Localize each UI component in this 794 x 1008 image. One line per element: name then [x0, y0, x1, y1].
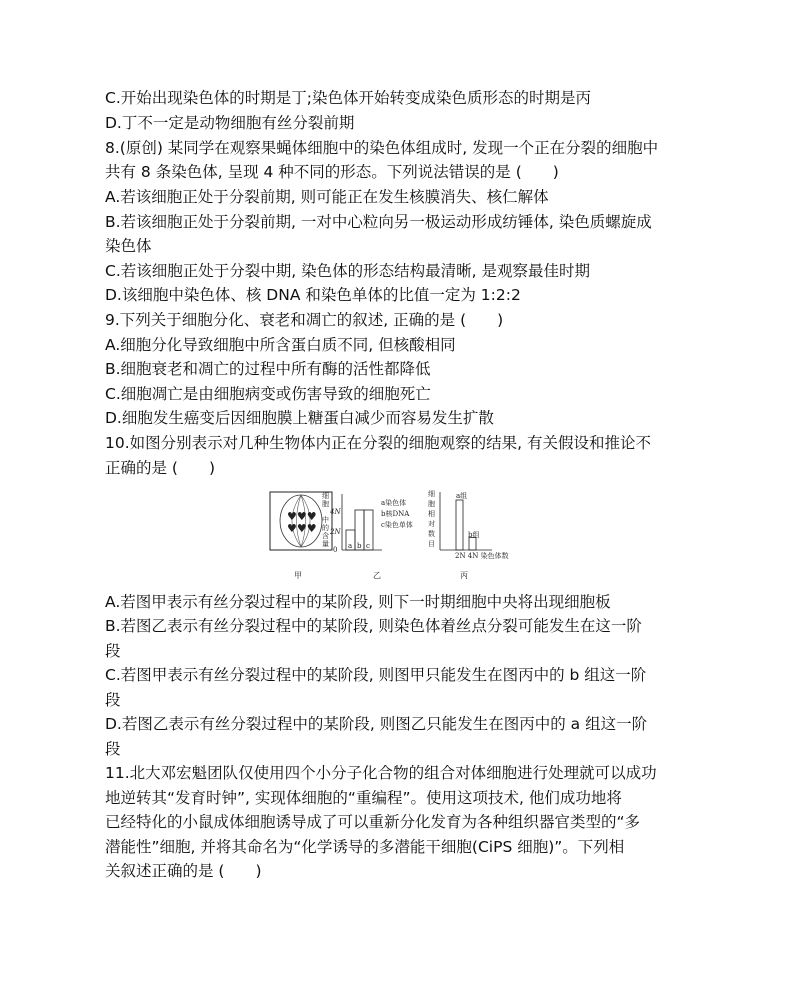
yi-tick-4n: 4N	[330, 508, 341, 516]
q8-option-b: B.若该细胞正处于分裂前期, 一对中心粒向另一极运动形成纺锤体, 染色质螺旋成	[105, 213, 652, 231]
panel-label-jia: 甲	[294, 571, 302, 580]
q8-option-a: A.若该细胞正处于分裂前期, 则可能正在发生核膜消失、核仁解体	[105, 188, 549, 206]
svg-text:胞: 胞	[322, 500, 329, 508]
q8-option-b-cont: 染色体	[105, 237, 152, 255]
q10-option-b: B.若图乙表示有丝分裂过程中的某阶段, 则染色体着丝点分裂可能发生在这一阶	[105, 617, 642, 635]
question-11-stem-2: 地逆转其“发育时钟”, 实现体细胞的“重编程”。使用这项技术, 他们成功地将	[105, 789, 622, 807]
question-11-stem: 11.北大邓宏魁团队仅使用四个小分子化合物的组合对体细胞进行处理就可以成功	[105, 764, 657, 782]
bing-group-label-b: b组	[468, 531, 480, 539]
svg-text:细: 细	[322, 492, 329, 500]
q8-option-d: D.该细胞中染色体、核 DNA 和染色单体的比值一定为 1:2:2	[105, 286, 521, 304]
question-8-stem-cont: 共有 8 条染色体, 呈现 4 种不同的形态。下列说法错误的是 ( )	[105, 163, 559, 181]
q8-option-c: C.若该细胞正处于分裂中期, 染色体的形态结构最清晰, 是观察最佳时期	[105, 262, 590, 280]
question-11-stem-4: 潜能性”细胞, 并将其命名为“化学诱导的多潜能干细胞(CiPS 细胞)”。下列相	[105, 838, 625, 856]
question-11-stem-3: 已经特化的小鼠成体细胞诱导成了可以重新分化发育为各种组织器官类型的“多	[105, 813, 641, 831]
q9-option-b: B.细胞衰老和凋亡的过程中所有酶的活性都降低	[105, 360, 431, 378]
yi-tick-0: 0	[333, 546, 338, 554]
svg-text:含: 含	[322, 532, 329, 540]
yi-tick-2n: 2N	[330, 528, 341, 536]
svg-text:相: 相	[428, 510, 435, 518]
yi-legend-b: b核DNA	[381, 510, 410, 518]
question-10-stem-cont: 正确的是 ( )	[105, 459, 216, 477]
chromosome-group-top-icon: ♥♥♥	[287, 510, 317, 523]
yi-legend-a: a染色体	[381, 499, 407, 507]
bing-bar-b	[469, 538, 476, 551]
figure-yi-chart	[322, 492, 413, 554]
bing-ylabel	[428, 490, 435, 548]
yi-bar-label-c: c	[366, 542, 370, 550]
question-11-stem-5: 关叙述正确的是 ( )	[105, 862, 262, 880]
svg-text:中: 中	[322, 516, 329, 524]
option-8c-prev: C.开始出现染色体的时期是丁;染色体开始转变成染色质形态的时期是丙	[105, 89, 591, 107]
yi-bar-label-b: b	[357, 542, 362, 550]
svg-text:对: 对	[428, 520, 435, 528]
svg-text:数: 数	[428, 530, 435, 538]
yi-legend-c: c染色单体	[381, 521, 413, 529]
yi-ylabel	[322, 492, 329, 548]
bing-group-label-a: a组	[456, 492, 468, 500]
bing-xlabel: 2N 4N 染色体数	[455, 552, 509, 560]
figure-bing-chart	[428, 490, 509, 560]
q10-option-a: A.若图甲表示有丝分裂过程中的某阶段, 则下一时期细胞中央将出现细胞板	[105, 593, 611, 611]
svg-text:细: 细	[428, 490, 435, 498]
yi-bar-label-a: a	[348, 542, 353, 550]
panel-label-bing: 丙	[460, 571, 468, 580]
q9-option-c: C.细胞凋亡是由细胞病变或伤害导致的细胞死亡	[105, 385, 431, 403]
question-9-stem: 9.下列关于细胞分化、衰老和凋亡的叙述, 正确的是 ( )	[105, 311, 504, 329]
q9-option-d: D.细胞发生癌变后因细胞膜上糖蛋白减少而容易发生扩散	[105, 409, 494, 427]
q9-option-a: A.细胞分化导致细胞中所含蛋白质不同, 但核酸相同	[105, 336, 456, 354]
svg-text:的: 的	[322, 524, 329, 532]
svg-text:胞: 胞	[428, 500, 435, 508]
question-8-stem: 8.(原创) 某同学在观察果蝇体细胞中的染色体组成时, 发现一个正在分裂的细胞中	[105, 139, 659, 157]
q10-option-d-cont: 段	[105, 740, 121, 758]
option-8d-prev: D.丁不一定是动物细胞有丝分裂前期	[105, 114, 355, 132]
bing-bar-a	[456, 500, 463, 550]
svg-text:量: 量	[322, 540, 329, 548]
q10-option-c: C.若图甲表示有丝分裂过程中的某阶段, 则图甲只能发生在图丙中的 b 组这一阶	[105, 666, 647, 684]
question-10-figure	[260, 488, 540, 580]
question-10-stem: 10.如图分别表示对几种生物体内正在分裂的细胞观察的结果, 有关假设和推论不	[105, 434, 652, 452]
q10-option-b-cont: 段	[105, 642, 121, 660]
chromosome-group-bottom-icon: ♥♥♥	[287, 522, 317, 535]
q10-option-c-cont: 段	[105, 691, 121, 709]
svg-text:目: 目	[428, 540, 435, 548]
q10-option-d: D.若图乙表示有丝分裂过程中的某阶段, 则图乙只能发生在图丙中的 a 组这一阶	[105, 715, 648, 733]
panel-label-yi: 乙	[373, 571, 381, 580]
